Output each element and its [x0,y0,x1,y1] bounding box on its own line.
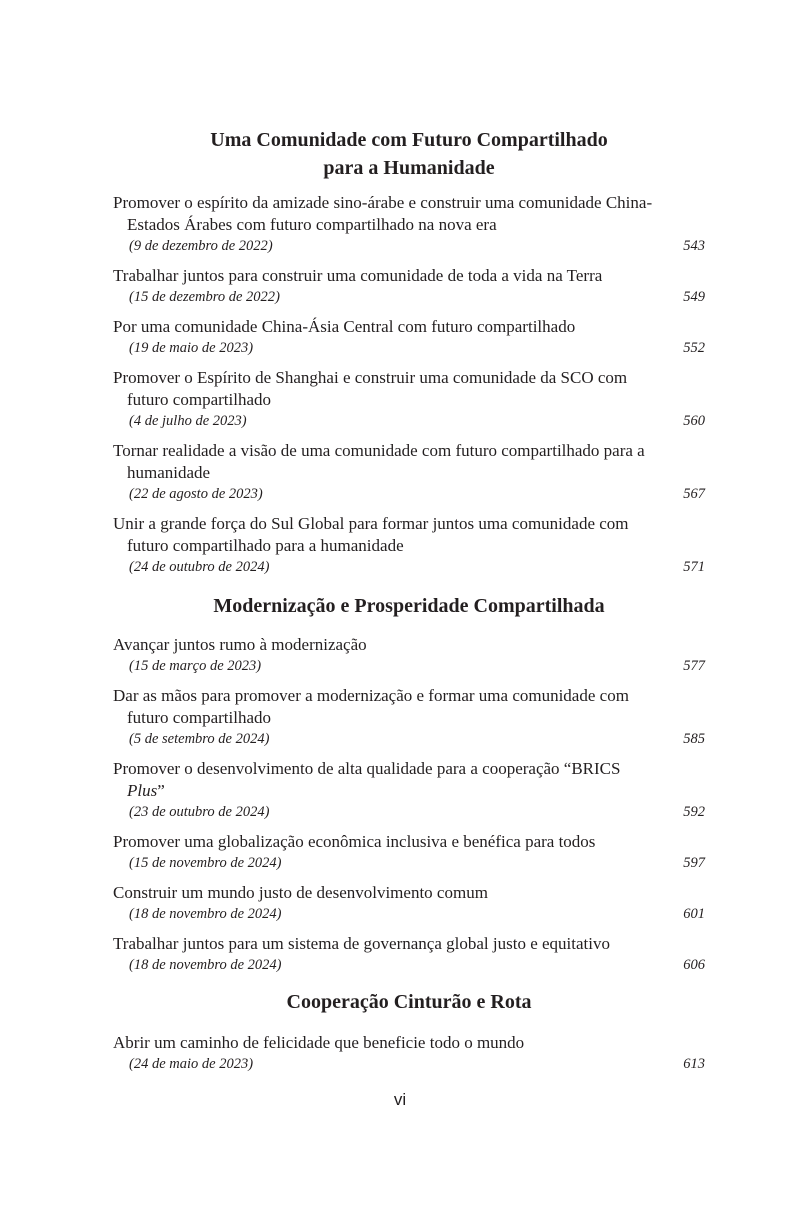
entry-date: 24 de maio de 2023 [133,1056,249,1072]
entry-title: Abrir um caminho de felicidade que beneficie todo o mundo [113,1033,525,1052]
entry-meta: (9 de dezembro de 2022) 543 [113,236,705,257]
entry-page-number: 552 [683,340,705,356]
entry-date: 15 de dezembro de 2022 [133,289,276,305]
entry-page-number: 543 [683,238,705,254]
entry-meta: (23 de outubro de 2024) 592 [113,802,705,823]
toc-entry[interactable] [113,367,705,432]
entry-meta: (18 de novembro de 2024) 601 [113,904,705,925]
toc-entry[interactable] [113,831,705,874]
entry-meta: (22 de agosto de 2023) 567 [113,484,705,505]
section-title-line: Uma Comunidade com Futuro Compartilhado [210,129,608,151]
section-title: Modernização e Prosperidade Compartilhada [213,595,605,617]
entry-page-number: 577 [683,658,705,674]
toc-entry[interactable] [113,933,705,976]
entry-date: 5 de setembro de 2024 [133,731,265,747]
entry-title: Unir a grande força do Sul Global para formar juntos uma comunidade com futuro compartilhado para a humanidade [113,514,629,555]
entry-meta: (24 de outubro de 2024) 571 [113,557,705,578]
entry-title: Tornar realidade a visão de uma comunidade com futuro compartilhado para a humanidade [113,441,645,482]
entry-title [113,758,705,802]
toc-entry[interactable] [113,513,705,578]
toc-entry[interactable] [113,316,705,359]
entry-date: 18 de novembro de 2024 [133,957,277,973]
page-folio: vi [393,1090,407,1109]
entry-page-number: 549 [683,289,705,305]
entry-date: 4 de julho de 2023 [133,413,242,429]
entry-page-number: 592 [683,804,705,820]
entry-title-text: ” [157,781,165,800]
entry-title: Trabalhar juntos para construir uma comunidade de toda a vida na Terra [113,266,603,285]
entry-title: Construir um mundo justo de desenvolvimento comum [113,883,488,902]
entry-meta: (5 de setembro de 2024) 585 [113,729,705,750]
toc-entry[interactable] [113,685,705,750]
entry-page-number: 597 [683,855,705,871]
toc-entry[interactable] [113,192,705,257]
entry-date: 15 de novembro de 2024 [133,855,277,871]
entry-title-italic: Plus [127,781,158,800]
entry-date: 22 de agosto de 2023 [133,486,258,502]
entry-date: 9 de dezembro de 2022 [133,238,268,254]
entry-date: 23 de outubro de 2024 [133,804,265,820]
entry-page-number: 585 [683,731,705,747]
entry-date: 24 de outubro de 2024 [133,559,265,575]
section-title [113,126,705,182]
table-of-contents [113,126,705,1083]
entry-page-number: 571 [683,559,705,575]
entry-page-number: 567 [683,486,705,502]
entry-meta: (15 de março de 2023) 577 [113,656,705,677]
entry-title: Por uma comunidade China-Ásia Central com futuro compartilhado [113,317,576,336]
entry-page-number: 601 [683,906,705,922]
entry-title-text: Promover o desenvolvimento de alta qualidade para a cooperação “BRICS [113,759,621,778]
entry-meta: (15 de dezembro de 2022) 549 [113,287,705,308]
toc-entry[interactable] [113,758,705,823]
toc-entry[interactable] [113,1032,705,1075]
entry-title: Dar as mãos para promover a modernização e formar uma comunidade com futuro compartilhado [113,686,629,727]
toc-entry[interactable] [113,882,705,925]
toc-entry[interactable] [113,634,705,677]
entry-page-number: 606 [683,957,705,973]
entry-meta: (4 de julho de 2023) 560 [113,411,705,432]
entry-date: 18 de novembro de 2024 [133,906,277,922]
entry-title: Promover uma globalização econômica inclusiva e benéfica para todos [113,832,596,851]
entry-date: 19 de maio de 2023 [133,340,249,356]
section-title: Cooperação Cinturão e Rota [286,991,532,1013]
entry-meta: (19 de maio de 2023) 552 [113,338,705,359]
entry-meta: (15 de novembro de 2024) 597 [113,853,705,874]
entry-date: 15 de março de 2023 [133,658,257,674]
entry-title: Promover o espírito da amizade sino-árabe e construir uma comunidade China-Estados Árabes com futuro compartilhado na nova era [113,193,653,234]
toc-entry[interactable] [113,440,705,505]
entry-title: Promover o Espírito de Shanghai e construir uma comunidade da SCO com futuro compartilhado [113,368,628,409]
entry-title: Trabalhar juntos para um sistema de governança global justo e equitativo [113,934,610,953]
toc-entry[interactable] [113,265,705,308]
entry-meta: (18 de novembro de 2024) 606 [113,955,705,976]
entry-title: Avançar juntos rumo à modernização [113,635,367,654]
section-title-line: para a Humanidade [323,157,495,179]
entry-meta: (24 de maio de 2023) 613 [113,1054,705,1075]
entry-page-number: 613 [683,1056,705,1072]
entry-page-number: 560 [683,413,705,429]
